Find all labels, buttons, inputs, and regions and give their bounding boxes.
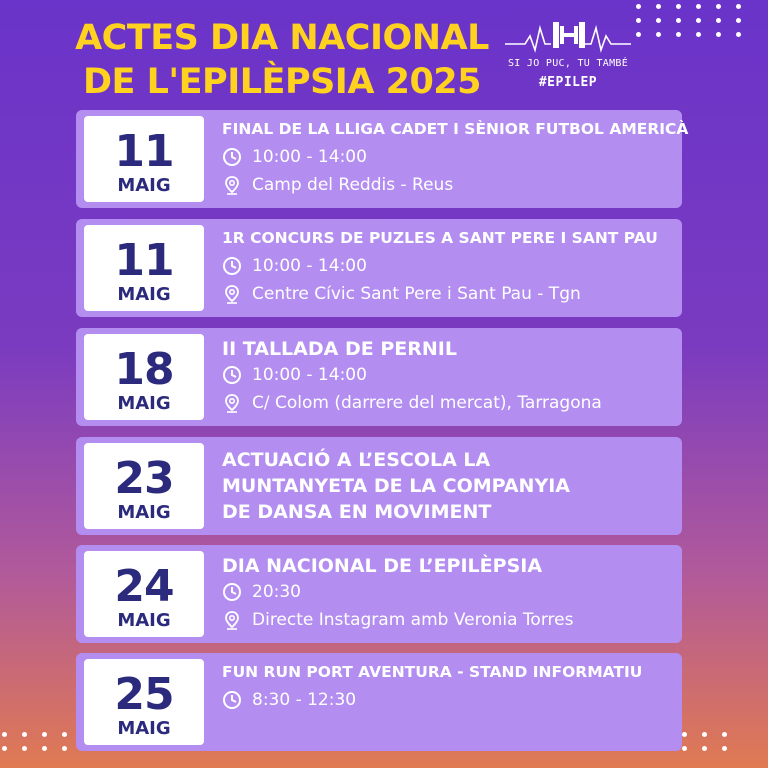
- date-box: [84, 551, 204, 637]
- event-time-row: [222, 689, 676, 711]
- event-time: 20:30: [252, 582, 301, 602]
- event-time: 10:00 - 14:00: [252, 256, 367, 276]
- event-title: II TALLADA DE PERNIL: [222, 338, 457, 360]
- event-month: MAIG: [117, 718, 171, 739]
- event-title: 1R CONCURS DE PUZLES A SANT PERE I SANT PAU: [222, 229, 658, 247]
- event-month: MAIG: [117, 175, 171, 196]
- event-card: [76, 219, 682, 317]
- title-line-1: ACTES DIA NACIONAL: [75, 18, 489, 58]
- event-month: MAIG: [117, 610, 171, 631]
- clock-icon: [222, 582, 242, 602]
- event-time: 10:00 - 14:00: [252, 365, 367, 385]
- event-time-row: [222, 255, 676, 277]
- event-place: C/ Colom (darrere del mercat), Tarragona: [252, 393, 602, 413]
- logo: [503, 16, 633, 106]
- event-info: [222, 661, 676, 711]
- event-info: [222, 336, 676, 414]
- event-title: DIA NACIONAL DE L’EPILÈPSIA: [222, 555, 543, 577]
- event-time: 10:00 - 14:00: [252, 147, 367, 167]
- event-month: MAIG: [117, 393, 171, 414]
- event-day: 11: [114, 235, 174, 286]
- event-card: [76, 328, 682, 426]
- clock-icon: [222, 690, 242, 710]
- event-place-row: [222, 174, 676, 196]
- decorative-dots: [636, 4, 756, 46]
- date-box: [84, 334, 204, 420]
- event-place-row: [222, 609, 676, 631]
- event-day: 25: [114, 669, 174, 720]
- date-box: [84, 225, 204, 311]
- event-info: [222, 553, 676, 631]
- title-line-2: DE L'EPILÈPSIA 2025: [82, 62, 482, 102]
- location-pin-icon: [222, 175, 242, 195]
- decorative-dots: [2, 732, 82, 760]
- logo-slogan: SI JO PUC, TU TAMBÉ: [507, 58, 629, 69]
- event-day: 23: [114, 453, 174, 504]
- event-day: 11: [114, 126, 174, 177]
- hashtag: #EPILEP: [538, 75, 598, 90]
- event-card: [76, 437, 682, 535]
- heartbeat-dumbbell-icon: [503, 16, 633, 56]
- location-pin-icon: [222, 284, 242, 304]
- event-info: [222, 227, 676, 305]
- event-day: 18: [114, 344, 174, 395]
- event-month: MAIG: [117, 502, 171, 523]
- clock-icon: [222, 365, 242, 385]
- event-place: Camp del Reddis - Reus: [252, 175, 454, 195]
- event-day: 24: [114, 561, 174, 612]
- location-pin-icon: [222, 393, 242, 413]
- date-box: [84, 116, 204, 202]
- event-title: FINAL DE LA LLIGA CADET I SÈNIOR FUTBOL AMERICÀ: [222, 120, 689, 138]
- event-place-row: [222, 283, 676, 305]
- clock-icon: [222, 256, 242, 276]
- event-time-row: [222, 364, 676, 386]
- event-card: [76, 653, 682, 751]
- event-place-row: [222, 392, 676, 414]
- date-box: [84, 443, 204, 529]
- event-title-line: MUNTANYETA DE LA COMPANYIA: [222, 475, 570, 497]
- event-time-row: [222, 581, 676, 603]
- event-title-line: ACTUACIÓ A L’ESCOLA LA: [222, 449, 491, 471]
- event-time: 8:30 - 12:30: [252, 690, 357, 710]
- event-info: [222, 447, 676, 525]
- clock-icon: [222, 147, 242, 167]
- event-card: [76, 110, 689, 208]
- event-time-row: [222, 146, 676, 168]
- page-title: [62, 16, 502, 104]
- event-card: [76, 545, 682, 643]
- event-month: MAIG: [117, 284, 171, 305]
- event-place: Centre Cívic Sant Pere i Sant Pau - Tgn: [252, 284, 581, 304]
- date-box: [84, 659, 204, 745]
- event-info: [222, 118, 689, 196]
- event-place: Directe Instagram amb Veronia Torres: [252, 610, 574, 630]
- location-pin-icon: [222, 610, 242, 630]
- event-title: FUN RUN PORT AVENTURA - STAND INFORMATIU: [222, 663, 643, 681]
- event-title-line: DE DANSA EN MOVIMENT: [222, 501, 492, 523]
